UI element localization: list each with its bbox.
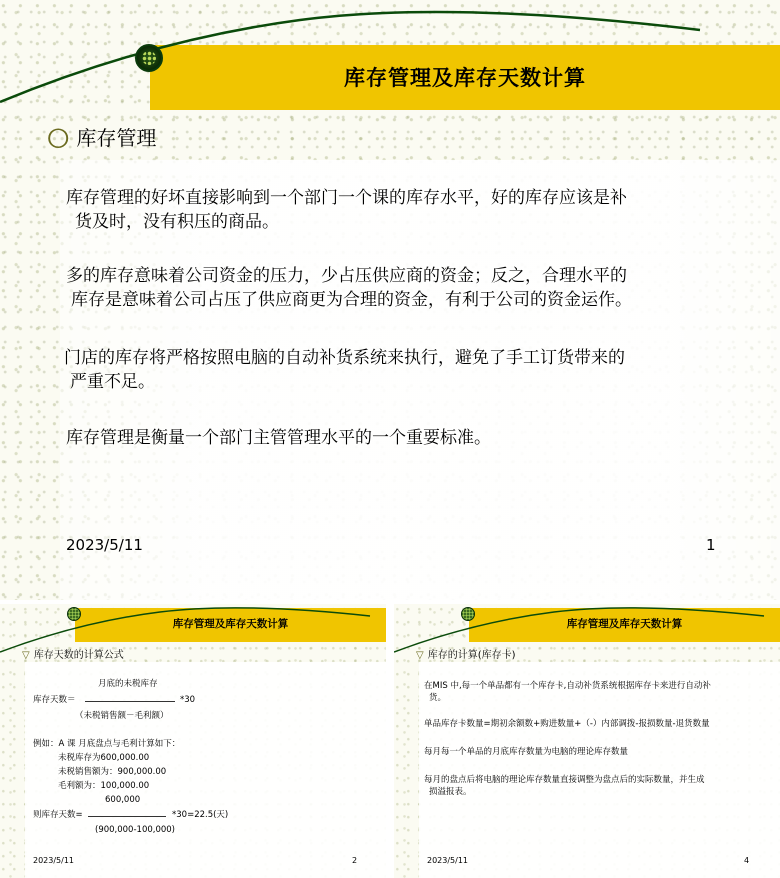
slide-thumbnail-4[interactable] [394,604,780,878]
section-heading [48,122,156,151]
section-heading [22,646,124,661]
slide-number: 2 [352,856,358,865]
example-denominator: (900,000-100,000) [95,825,175,835]
paragraph-line: 货。 [429,693,447,703]
fraction-bar [85,701,175,702]
paragraph-4 [66,426,746,450]
paragraph-3 [64,346,744,394]
slide-date: 2023/5/11 [66,536,143,554]
bullet-arrow-icon: ▽ [416,650,424,661]
slide-title: 库存管理及库存天数计算 [344,65,586,90]
paragraph-1 [66,186,746,234]
example-numerator: 600,000 [105,795,141,805]
slide-title: 库存管理及库存天数计算 [172,618,289,630]
formula-denominator: （未税销售额－毛利额） [75,711,169,721]
paragraph-line: 严重不足。 [70,372,155,392]
example-line: 未税销售额为：900,000.00 [58,767,167,777]
fraction-bar [88,816,166,817]
slide-number: 1 [706,536,716,554]
paragraph-line: 损溢报表。 [429,787,472,797]
paragraph-line: 单品库存卡数量=期初余额数+购进数量+（-）内部调拨-报损数量-退货数量 [424,719,710,729]
paragraph-line: 库存管理的好坏直接影响到一个部门一个课的库存水平，好的库存应该是补 [66,188,627,208]
slide-number: 4 [744,856,750,865]
paragraph-line: 门店的库存将严格按照电脑的自动补货系统来执行，避免了手工订货带来的 [64,348,625,368]
example-heading: 例如：A 课 月底盘点与毛利计算如下： [33,739,181,749]
paragraph-line: 库存是意味着公司占压了供应商更为合理的资金，有利于公司的资金运作。 [71,290,632,310]
slide-date: 2023/5/11 [33,856,75,865]
paragraph-line: 货及时，没有积压的商品。 [75,212,279,232]
example-line: 未税库存为600,000.00 [58,753,150,763]
slide-title: 库存管理及库存天数计算 [566,618,683,630]
section-label: 库存的计算(库存卡) [427,650,516,661]
section-label: 库存天数的计算公式 [33,650,124,661]
content-background [419,662,780,878]
section-heading [416,646,516,661]
formula-multiplier: *30 [180,695,196,705]
paragraph-line: 在MIS 中,每一个单品都有一个库存卡,自动补货系统根据库存卡来进行自动补 [424,681,711,691]
slide-thumbnail-2[interactable] [0,604,386,878]
bullet-arrow-icon: ⭕︎ [48,124,69,149]
formula-lhs: 库存天数＝ [33,695,76,705]
section-label: 库存管理 [76,126,157,150]
example-line: 毛利额为：100,000.00 [58,781,150,791]
paragraph-line: 每月每一个单品的月底库存数量为电脑的理论库存数量 [424,747,629,757]
example-lhs: 则库存天数= [33,810,83,820]
slide-date: 2023/5/11 [427,856,469,865]
example-result: *30=22.5(天) [172,810,229,820]
paragraph-2 [66,264,746,312]
bullet-arrow-icon: ▽ [22,650,30,661]
paragraph-line: 每月的盘点后将电脑的理论库存数量直接调整为盘点后的实际数量，并生成 [424,775,705,785]
paragraph-line: 库存管理是衡量一个部门主管管理水平的一个重要标准。 [66,428,491,448]
paragraph-line: 多的库存意味着公司资金的压力，少占压供应商的资金；反之，合理水平的 [66,266,627,286]
formula-numerator: 月底的未税库存 [98,679,158,689]
